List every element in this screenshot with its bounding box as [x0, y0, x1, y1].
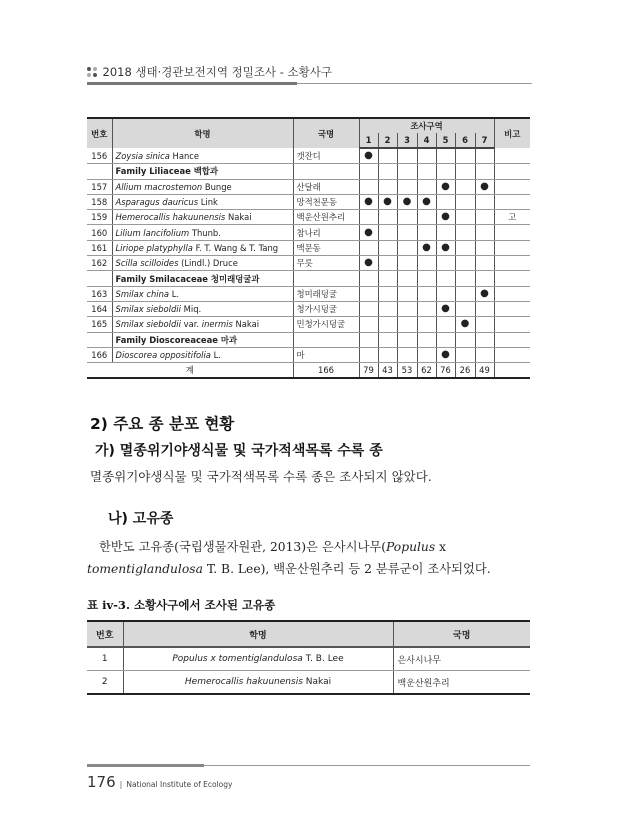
area-7-cell: [475, 194, 494, 209]
author: Miq.: [183, 304, 202, 315]
remark-cell: [494, 347, 530, 362]
area-5-cell: [436, 286, 455, 301]
page-footer: [87, 773, 232, 791]
remark-cell: [494, 286, 530, 301]
author: T. B. Lee: [305, 654, 344, 664]
area-4-cell: [417, 148, 436, 164]
table-row: [87, 286, 530, 301]
area-1-cell: [359, 148, 378, 164]
empty-cell: [359, 332, 378, 347]
author: F. T. Wang & T. Tang: [195, 242, 279, 253]
area-6-cell: [455, 194, 475, 209]
area-2-cell: [378, 240, 397, 255]
header-korean-name: 국명: [293, 118, 359, 148]
number-cell: [87, 164, 112, 179]
presence-dot-icon: ●: [441, 303, 450, 315]
area-7-cell: [475, 347, 494, 362]
korean-name: 은사시나무: [393, 647, 530, 671]
area-4-cell: [417, 317, 436, 332]
area-3-cell: [397, 148, 417, 164]
family-row: [87, 332, 530, 347]
paragraph-endemic: [87, 536, 537, 580]
number-cell: 165: [87, 317, 112, 332]
korean-name: 마: [293, 347, 359, 362]
remark-cell: [494, 317, 530, 332]
korean-name: 청가시덩굴: [293, 301, 359, 316]
empty-cell: [475, 164, 494, 179]
total-area-6: 26: [455, 363, 475, 379]
number-cell: 159: [87, 210, 112, 225]
remark-cell: [494, 240, 530, 255]
scientific-name-italic: Dioscorea oppositifolia: [115, 350, 211, 360]
author: Hance: [172, 150, 200, 161]
number-cell: 164: [87, 301, 112, 316]
family-name: Family Liliaceae 백합과: [112, 164, 293, 179]
table-row: [87, 647, 530, 671]
number-cell: 1: [87, 647, 123, 671]
scientific-name: [112, 347, 293, 362]
empty-cell: [475, 332, 494, 347]
scientific-name: [112, 301, 293, 316]
area-4-cell: [417, 240, 436, 255]
area-5-cell: [436, 240, 455, 255]
author: Bunge: [204, 181, 232, 192]
dot: [87, 73, 91, 77]
number-cell: [87, 271, 112, 286]
area-7-cell: [475, 301, 494, 316]
area-3-cell: [397, 240, 417, 255]
family-row: [87, 164, 530, 179]
area-7-cell: [475, 225, 494, 240]
number-cell: 166: [87, 347, 112, 362]
area-4-cell: [417, 347, 436, 362]
empty-cell: [436, 332, 455, 347]
remark-cell: [494, 301, 530, 316]
empty-cell: [417, 332, 436, 347]
empty-cell: [417, 271, 436, 286]
area-5-cell: [436, 148, 455, 164]
scientific-name: [112, 210, 293, 225]
presence-dot-icon: ●: [441, 349, 450, 360]
paragraph-text: T. B. Lee), 백운산원추리 등 2 분류군이 조사되었다.: [202, 562, 491, 576]
running-header-title: 2018 생태·경관보전지역 정밀조사 - 소황사구: [102, 65, 332, 79]
area-1-cell: [359, 286, 378, 301]
korean-name: 청미래덩굴: [293, 286, 359, 301]
number-cell: 160: [87, 225, 112, 240]
header-area-2: 2: [378, 133, 397, 148]
subsection-heading-endangered: 가) 멸종위기야생식물 및 국가적색목록 수록 종: [95, 443, 383, 459]
species-epithet: tomentiglandulosa: [87, 562, 203, 576]
scientific-name-italic: Populus x tomentiglandulosa: [172, 654, 303, 664]
area-1-cell: [359, 210, 378, 225]
area-5-cell: [436, 210, 455, 225]
empty-cell: [417, 164, 436, 179]
table-caption: 표 iv-3. 소황사구에서 조사된 고유종: [87, 598, 276, 612]
empty-cell: [475, 271, 494, 286]
presence-dot-icon: ●: [364, 226, 373, 238]
scientific-name-italic: Smilax sieboldii: [115, 319, 181, 330]
area-2-cell: [378, 179, 397, 194]
empty-cell: [397, 271, 417, 286]
number-cell: 2: [87, 671, 123, 695]
total-area-5: 76: [436, 363, 455, 379]
korean-name: 갯잔디: [293, 148, 359, 164]
total-label: 계: [87, 363, 293, 379]
footer-rule-thin: [204, 765, 530, 766]
area-1-cell: [359, 225, 378, 240]
scientific-name-italic: Liriope platyphylla: [115, 242, 193, 253]
area-3-cell: [397, 256, 417, 271]
presence-dot-icon: ●: [383, 196, 392, 208]
scientific-name-italic: Scilla scilloides: [115, 258, 179, 269]
header-remarks: 비고: [494, 118, 530, 148]
presence-dot-icon: ●: [364, 257, 373, 269]
number-cell: 158: [87, 194, 112, 209]
area-5-cell: [436, 194, 455, 209]
presence-dot-icon: ●: [441, 241, 450, 253]
scientific-name: [112, 286, 293, 301]
presence-dot-icon: ●: [480, 287, 489, 299]
remark-cell: [494, 148, 530, 164]
number-cell: 161: [87, 240, 112, 255]
area-6-cell: [455, 210, 475, 225]
area-5-cell: [436, 317, 455, 332]
header-rule-thick: [87, 82, 297, 85]
dot: [93, 67, 97, 71]
empty-cell: [436, 271, 455, 286]
area-7-cell: [475, 210, 494, 225]
genus-name: Populus: [386, 540, 436, 554]
empty-cell: [293, 332, 359, 347]
area-6-cell: [455, 225, 475, 240]
area-5-cell: [436, 256, 455, 271]
korean-name: 참나리: [293, 225, 359, 240]
area-5-cell: [436, 179, 455, 194]
table-row: [87, 179, 530, 194]
area-3-cell: [397, 225, 417, 240]
presence-dot-icon: ●: [402, 196, 412, 208]
empty-cell: [494, 332, 530, 347]
presence-dot-icon: ●: [441, 180, 450, 192]
area-1-cell: [359, 347, 378, 362]
area-4-cell: [417, 194, 436, 209]
korean-name: 맥문동: [293, 240, 359, 255]
scientific-name: [112, 256, 293, 271]
korean-name: 민청가시덩굴: [293, 317, 359, 332]
remark-cell: [494, 256, 530, 271]
four-dots-icon: [87, 67, 97, 77]
table-row: [87, 256, 530, 271]
total-row: [87, 363, 530, 379]
scientific-name: [123, 647, 393, 671]
empty-cell: [455, 164, 475, 179]
area-5-cell: [436, 301, 455, 316]
table-row: [87, 240, 530, 255]
area-5-cell: [436, 347, 455, 362]
author: Thunb.: [191, 227, 221, 238]
family-row: [87, 271, 530, 286]
author: Nakai: [305, 677, 332, 687]
empty-cell: [494, 164, 530, 179]
area-2-cell: [378, 256, 397, 271]
empty-cell: [293, 164, 359, 179]
number-cell: 162: [87, 256, 112, 271]
empty-cell: [378, 271, 397, 286]
table-row: [87, 671, 530, 695]
header-area-7: 7: [475, 133, 494, 148]
area-4-cell: [417, 179, 436, 194]
empty-cell: [397, 164, 417, 179]
area-6-cell: [455, 317, 475, 332]
area-2-cell: [378, 286, 397, 301]
area-6-cell: [455, 347, 475, 362]
area-3-cell: [397, 179, 417, 194]
scientific-name: [112, 240, 293, 255]
area-6-cell: [455, 286, 475, 301]
scientific-name: [112, 225, 293, 240]
area-6-cell: [455, 256, 475, 271]
author: L.: [171, 288, 180, 299]
presence-dot-icon: ●: [460, 318, 470, 330]
scientific-name: [123, 671, 393, 695]
area-3-cell: [397, 301, 417, 316]
total-area-7: 49: [475, 363, 494, 379]
area-4-cell: [417, 210, 436, 225]
author: L.: [213, 350, 221, 360]
area-1-cell: [359, 317, 378, 332]
family-name: Family Smilacaceae 청미래덩굴과: [112, 271, 293, 286]
area-2-cell: [378, 148, 397, 164]
table-row: [87, 148, 530, 164]
scientific-name: [112, 148, 293, 164]
area-7-cell: [475, 317, 494, 332]
number-cell: [87, 332, 112, 347]
endemic-species-table: [87, 620, 530, 695]
paragraph-text: 한반도 고유종(국립생물자원관, 2013)은 은사시나무(: [99, 540, 387, 554]
scientific-name: [112, 194, 293, 209]
presence-dot-icon: ●: [441, 211, 450, 223]
korean-name: 산달래: [293, 179, 359, 194]
presence-dot-icon: ●: [364, 196, 373, 208]
area-2-cell: [378, 347, 397, 362]
scientific-name-italic: Hemerocallis hakuunensis: [184, 677, 303, 687]
empty-cell: [455, 332, 475, 347]
scientific-name-italic: Allium macrostemon: [115, 181, 203, 192]
presence-dot-icon: ●: [422, 196, 431, 208]
header-area-6: 6: [455, 133, 475, 148]
total-area-3: 53: [397, 363, 417, 379]
remark-cell: [494, 225, 530, 240]
total-area-2: 43: [378, 363, 397, 379]
header-area-4: 4: [417, 133, 436, 148]
header-number: 번호: [87, 118, 112, 148]
header-scientific-name: 학명: [123, 621, 393, 647]
dot: [93, 73, 97, 77]
author: Nakai: [235, 319, 260, 330]
total-species-count: 166: [293, 363, 359, 379]
total-area-4: 62: [417, 363, 436, 379]
empty-cell: [359, 164, 378, 179]
remark-cell: [494, 194, 530, 209]
scientific-name: [112, 317, 293, 332]
area-2-cell: [378, 210, 397, 225]
area-4-cell: [417, 301, 436, 316]
family-name: Family Dioscoreaceae 마과: [112, 332, 293, 347]
subsection-heading-endemic: 나) 고유종: [108, 511, 174, 527]
institution-name: National Institute of Ecology: [126, 780, 233, 789]
species-table: [87, 117, 530, 379]
header-area-5: 5: [436, 133, 455, 148]
header-number: 번호: [87, 621, 123, 647]
area-1-cell: [359, 179, 378, 194]
area-6-cell: [455, 301, 475, 316]
author: Link: [200, 197, 218, 208]
header-survey-area: 조사구역: [359, 118, 494, 133]
author: (Lindl.) Druce: [181, 258, 238, 269]
presence-dot-icon: ●: [422, 241, 431, 253]
running-header: [87, 64, 332, 80]
table-row: [87, 317, 530, 332]
table-row: [87, 301, 530, 316]
area-2-cell: [378, 225, 397, 240]
scientific-name-italic: Hemerocallis hakuunensis: [115, 212, 226, 223]
empty-cell: [436, 164, 455, 179]
area-6-cell: [455, 179, 475, 194]
footer-rule-thick: [87, 764, 204, 767]
empty-cell: [397, 332, 417, 347]
table-row: [87, 194, 530, 209]
area-4-cell: [417, 225, 436, 240]
empty-cell: [378, 332, 397, 347]
header-scientific-name: 학명: [112, 118, 293, 148]
area-2-cell: [378, 317, 397, 332]
area-3-cell: [397, 210, 417, 225]
area-7-cell: [475, 148, 494, 164]
number-cell: 163: [87, 286, 112, 301]
empty-cell: [455, 271, 475, 286]
rank-abbrev: var.: [183, 319, 200, 330]
area-6-cell: [455, 240, 475, 255]
presence-dot-icon: ●: [480, 180, 489, 192]
header-korean-name: 국명: [393, 621, 530, 647]
area-5-cell: [436, 225, 455, 240]
area-1-cell: [359, 256, 378, 271]
scientific-name-italic: Smilax sieboldii: [115, 304, 181, 315]
area-6-cell: [455, 148, 475, 164]
total-area-1: 79: [359, 363, 378, 379]
area-7-cell: [475, 240, 494, 255]
area-1-cell: [359, 301, 378, 316]
scientific-name-italic: Zoysia sinica: [115, 150, 170, 161]
area-4-cell: [417, 256, 436, 271]
area-3-cell: [397, 194, 417, 209]
area-3-cell: [397, 347, 417, 362]
scientific-name-italic: Smilax china: [115, 288, 170, 299]
table-row: [87, 225, 530, 240]
korean-name: 백운산원추리: [293, 210, 359, 225]
remark-cell: 고: [494, 210, 530, 225]
infraspecific-name: inermis: [201, 319, 233, 330]
empty-cell: [378, 164, 397, 179]
empty-cell: [293, 271, 359, 286]
number-cell: 157: [87, 179, 112, 194]
table-row: [87, 210, 530, 225]
header-area-3: 3: [397, 133, 417, 148]
scientific-name-italic: Lilium lancifolium: [115, 227, 190, 238]
area-7-cell: [475, 179, 494, 194]
area-3-cell: [397, 286, 417, 301]
paragraph-endangered: 멸종위기야생식물 및 국가적색목록 수록 종은 조사되지 않았다.: [90, 469, 432, 484]
area-1-cell: [359, 194, 378, 209]
number-cell: 156: [87, 148, 112, 164]
empty-cell: [359, 271, 378, 286]
page-number: 176: [87, 773, 116, 791]
area-3-cell: [397, 317, 417, 332]
area-4-cell: [417, 286, 436, 301]
total-remark: [494, 363, 530, 379]
area-7-cell: [475, 286, 494, 301]
footer-separator: |: [119, 780, 123, 789]
section-heading: 2) 주요 종 분포 현황: [90, 415, 235, 433]
hybrid-mark: x: [435, 540, 447, 554]
dot: [87, 67, 91, 71]
area-1-cell: [359, 240, 378, 255]
author: Nakai: [227, 212, 252, 223]
area-2-cell: [378, 194, 397, 209]
area-2-cell: [378, 301, 397, 316]
header-area-1: 1: [359, 133, 378, 148]
area-7-cell: [475, 256, 494, 271]
scientific-name-italic: Asparagus dauricus: [115, 197, 199, 208]
header-rule-thin: [297, 83, 532, 84]
korean-name: 무릇: [293, 256, 359, 271]
empty-cell: [494, 271, 530, 286]
scientific-name: [112, 179, 293, 194]
korean-name: 망적천문동: [293, 194, 359, 209]
remark-cell: [494, 179, 530, 194]
table-row: [87, 347, 530, 362]
presence-dot-icon: ●: [364, 150, 373, 162]
korean-name: 백운산원추리: [393, 671, 530, 695]
